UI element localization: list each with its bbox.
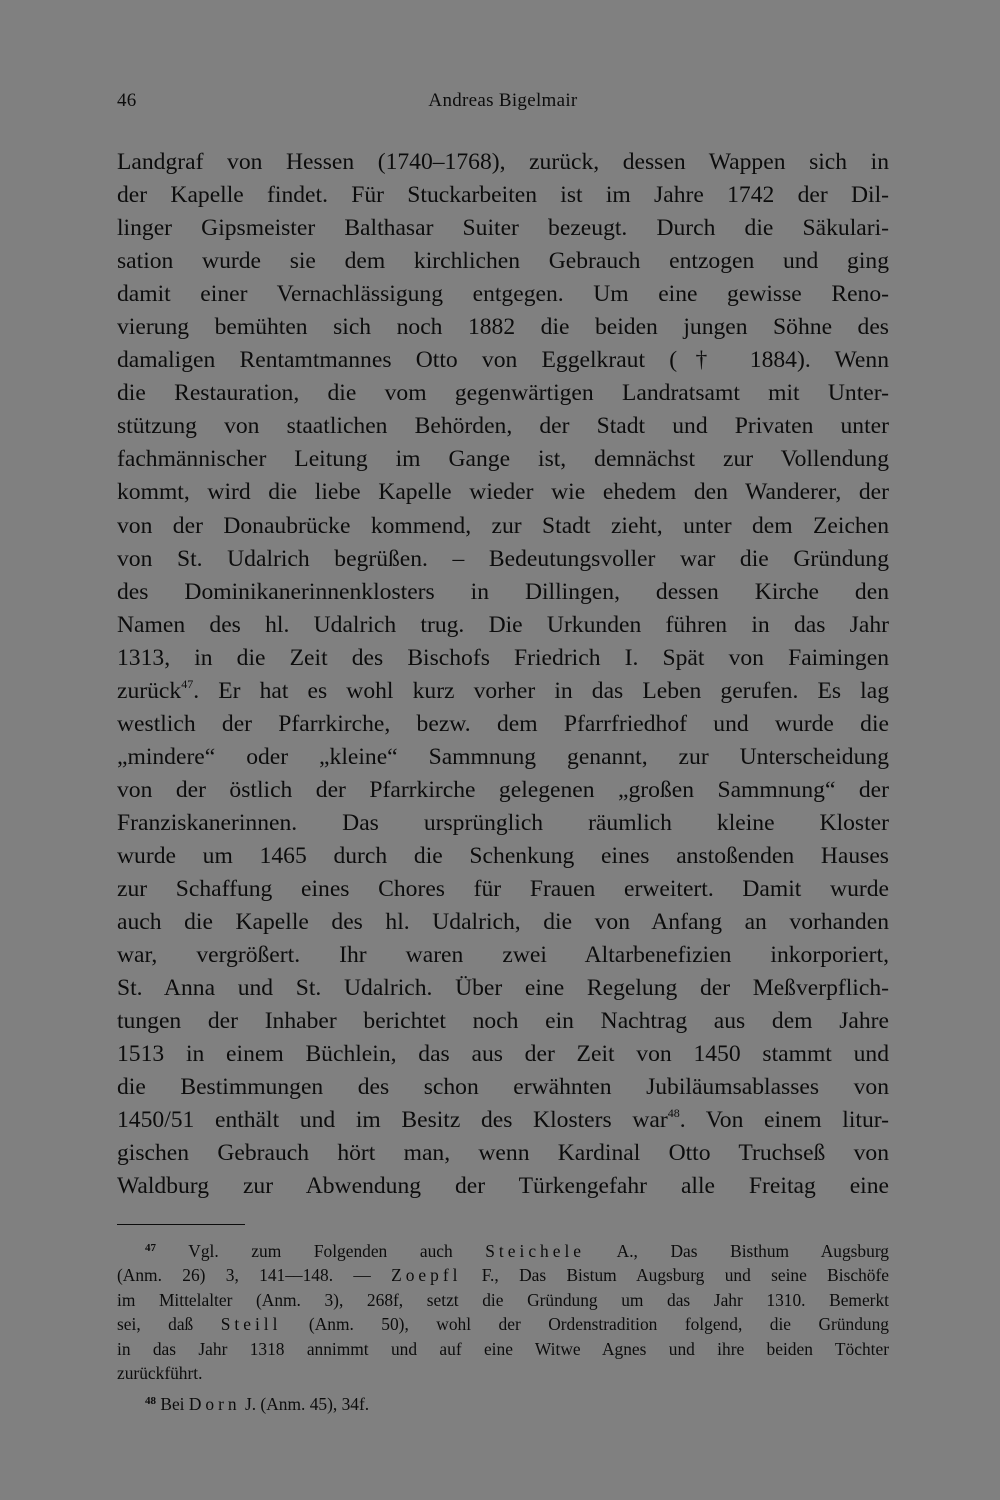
text-line: sation wurde sie dem kirchlichen Gebrauch entzogen und ging [117,248,889,275]
text-segment: sei, daß [117,1314,221,1334]
footnote-mark: 47 [145,1241,156,1254]
text-line: tungen der Inhaber berichtet noch ein Nachtrag aus dem Jahre [117,1008,889,1035]
text-line: die Bestimmungen des schon erwähnten Jubiläumsablasses von [117,1074,889,1101]
text-line-with-footnote-ref [117,1104,889,1137]
footnotes [117,1239,889,1417]
text-line: damit einer Vernachlässigung entgegen. Um eine gewisse Reno- [117,281,889,308]
text-line: damaligen Rentamtmannes Otto von Eggelkraut († 1884). Wenn [117,347,889,374]
text-line-with-footnote-ref [117,675,889,708]
text-line: wurde um 1465 durch die Schenkung eines anstoßenden Hauses [117,842,889,869]
text-segment: (Anm. 50), wohl der Ordenstradition folgend, die Gründung [281,1314,889,1334]
text-line: Franziskanerinnen. Das ursprünglich räumlich kleine Kloster [117,809,889,836]
text-line: Landgraf von Hessen (1740–1768), zurück, dessen Wappen sich in [117,149,889,175]
text-line: die Restauration, die vom gegenwärtigen Landratsamt mit Unter- [117,380,889,407]
text-line: stützung von staatlichen Behörden, der Stadt und Privaten unter [117,413,889,440]
text-segment: Bei [160,1393,189,1414]
text-segment: (Anm. 26) 3, 141––148. — [117,1265,392,1285]
text-line: von der östlich der Pfarrkirche gelegenen „großen Sammnung“ der [117,776,889,803]
page-header [117,86,889,120]
footnote-mark: 48 [145,1394,156,1407]
body-text [117,146,889,1204]
text-segment: zurück [117,677,182,704]
text-line: Waldburg zur Abwendung der Türkengefahr alle Freitag eine [117,1173,889,1200]
footnote-line [117,1263,889,1288]
author-name: Steill [220,1314,282,1334]
text-segment: . Er hat es wohl kurz vorher in das Leben gerufen. Es lag [193,677,889,704]
text-line: Namen des hl. Udalrich trug. Die Urkunden führen in das Jahr [117,611,889,638]
footnote-line [117,1239,889,1264]
text-line: gischen Gebrauch hört man, wenn Kardinal Otto Truchseß von [117,1140,889,1167]
page-number: 46 [117,90,137,111]
author-name: Zoepfl [391,1265,462,1285]
text-line: war, vergrößert. Ihr waren zwei Altarbenefizien inkorporiert, [117,942,889,969]
footnote-line: in das Jahr 1318 annimmt und auf eine Witwe Agnes und ihre beiden Töchter [117,1338,889,1359]
text-line: St. Anna und St. Udalrich. Über eine Regelung der Meßverpflich- [117,975,889,1002]
text-line: zur Schaffung eines Chores für Frauen erweitert. Damit wurde [117,876,889,903]
footnote-reference-48[interactable]: 48 [667,1106,680,1121]
footnote-separator [117,1224,245,1225]
text-line: linger Gipsmeister Balthasar Suiter bezeugt. Durch die Säkulari- [117,215,889,242]
text-line: auch die Kapelle des hl. Udalrich, die von Anfang an vorhanden [117,909,889,936]
text-line: der Kapelle findet. Für Stuckarbeiten ist im Jahre 1742 der Dil- [117,182,889,209]
text-line: 1313, in die Zeit des Bischofs Friedrich I. Spät von Faimingen [117,644,889,671]
text-line: 1513 in einem Büchlein, das aus der Zeit von 1450 stammt und [117,1041,889,1068]
author-name: Dorn [188,1393,241,1414]
text-line: fachmännischer Leitung im Gange ist, demnächst zur Vollendung [117,446,889,473]
text-line: von St. Udalrich begrüßen. – Bedeutungsvoller war die Gründung [117,545,889,572]
text-segment: . Von einem litur- [679,1107,889,1134]
footnote-line: zurückführt. [117,1363,203,1383]
footnote-47 [117,1239,889,1386]
text-line: von der Donaubrücke kommend, zur Stadt zieht, unter dem Zeichen [117,512,889,539]
text-line: kommt, wird die liebe Kapelle wieder wie ehedem den Wanderer, der [117,479,889,506]
text-segment: A., Das Bisthum Augsburg [585,1240,889,1261]
footnote-line [117,1392,889,1417]
text-segment: F., Das Bistum Augsburg und seine Bischöfe [461,1265,889,1285]
author-name: Steichele [485,1240,586,1261]
text-segment: 1450/51 enthält und im Besitz des Klosters war [117,1107,668,1134]
text-line: westlich der Pfarrkirche, bezw. dem Pfarrfriedhof und wurde die [117,710,889,737]
text-line: des Dominikanerinnenklosters in Dillingen, dessen Kirche den [117,578,889,605]
text-line: „mindere“ oder „kleine“ Sammnung genannt, zur Unterscheidung [117,743,889,770]
running-head: Andreas Bigelmair [428,90,578,111]
book-page [117,86,889,1416]
footnote-reference-47[interactable]: 47 [181,676,194,691]
footnote-48 [117,1392,889,1417]
text-segment: J. (Anm. 45), 34f. [240,1393,370,1414]
text-line: vierung bemühten sich noch 1882 die beiden jungen Söhne des [117,314,889,341]
footnote-line [117,1312,889,1337]
text-segment: Vgl. zum Folgenden auch [188,1240,486,1261]
footnote-line: im Mittelalter (Anm. 3), 268f, setzt die Gründung um das Jahr 1310. Bemerkt [117,1289,889,1310]
